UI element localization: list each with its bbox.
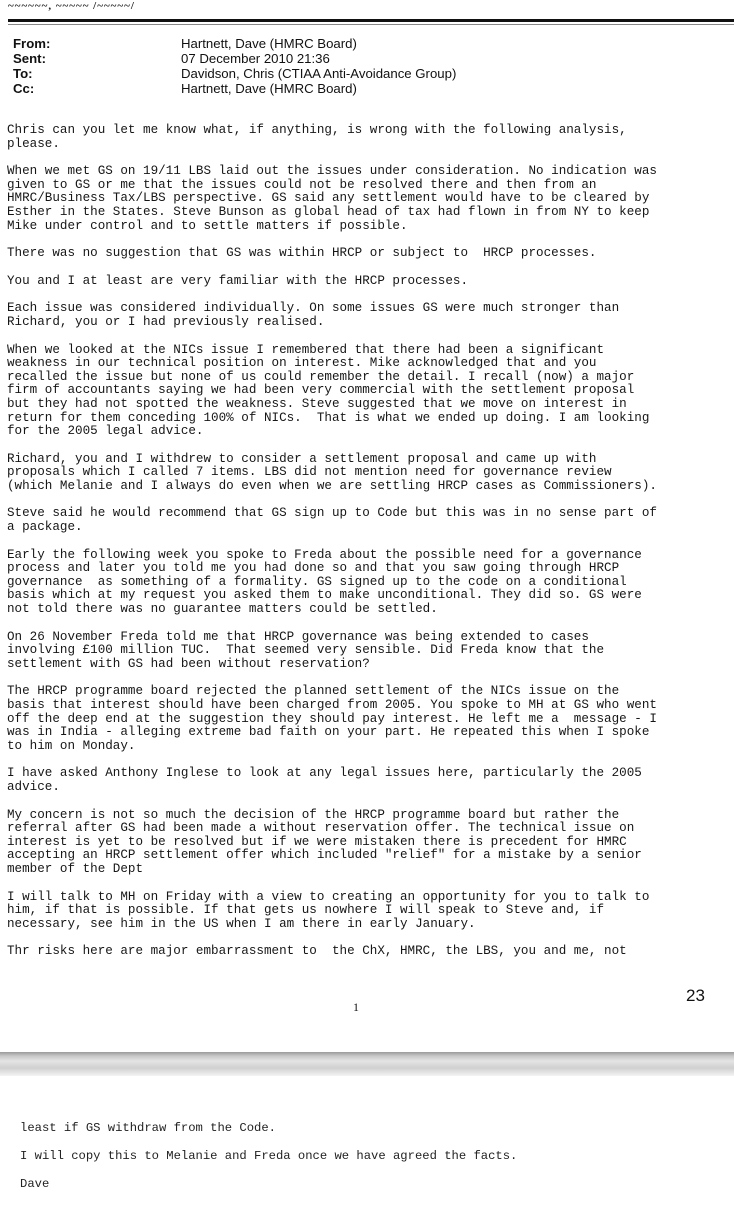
page-number: 23	[686, 986, 705, 1005]
paragraph: Early the following week you spoke to Freda about the possible need for a governance process and later you told me you had done so and that you saw going through HRCP governance as something of a formality. GS signed up to the code on a conditional basis which at my request you asked them to make unconditional. They did so. GS were not told there was no guarantee matters could be settled.	[7, 547, 642, 617]
email-body-continued	[20, 1121, 720, 1205]
paragraph: least if GS withdraw from the Code.	[20, 1121, 276, 1135]
paragraph: Chris can you let me know what, if anything, is wrong with the following analysis, please.	[7, 123, 627, 151]
paragraph: When we looked at the NICs issue I remembered that there had been a significant weakness in our technical position on interest. Mike acknowledged that and you recalled the issue but none of us could remember the detail. I recall (now) a major firm of accountants saying we had been very commercial with the settlement proposal but they had not spotted the weakness. Steve suggested that we move on interest in return for them conceding 100% of NICs. That is what we ended up doing. I am looking for the 2005 legal advice.	[7, 342, 650, 439]
email-body	[7, 124, 717, 973]
paragraph: When we met GS on 19/11 LBS laid out the issues under consideration. No indication was given to GS or me that the issues could not be resolved there and then from an HMRC/Business Tax/LBS perspective. GS said any settlement would have to be cleared by Esther in the States. Steve Bunson as global head of tax had flown in from NY to keep Mike under control and to settle matters if possible.	[7, 164, 657, 233]
paragraph: My concern is not so much the decision of the HRCP programme board but rather the referral after GS had been made a without reservation offer. The technical issue on interest is yet to be resolved but if we were mistaken there is precedent for HMRC accepting an HRCP settlement offer which included "relief" for a mistake by a senior member of the Dept	[7, 807, 642, 876]
paragraph: Thr risks here are major embarrassment to the ChX, HMRC, the LBS, you and me, not	[7, 944, 627, 959]
cc-value: Hartnett, Dave (HMRC Board)	[181, 81, 357, 96]
paragraph: On 26 November Freda told me that HRCP governance was being extended to cases involving £100 million TUC. That seemed very sensible. Did Freda know that the settlement with GS had been without reservation?	[7, 629, 605, 671]
footer-number: 1	[353, 1000, 359, 1014]
paragraph: I will copy this to Melanie and Freda once we have agreed the facts.	[20, 1149, 518, 1163]
page-break	[0, 1052, 734, 1076]
cropped-header-text: ~~~~~~, ~~~~~ /~~~~~/	[8, 0, 135, 12]
sent-row	[13, 51, 713, 66]
header-rule	[8, 19, 734, 22]
paragraph: Each issue was considered individually. On some issues GS were much stronger than Richard, you or I had previously realised.	[7, 301, 620, 329]
from-label: From:	[13, 36, 51, 51]
paragraph: I have asked Anthony Inglese to look at any legal issues here, particularly the 2005 advice.	[7, 766, 642, 794]
cc-label: Cc:	[13, 81, 35, 96]
paragraph: There was no suggestion that GS was within HRCP or subject to HRCP processes.	[7, 246, 597, 261]
email-header	[13, 36, 713, 96]
from-value: Hartnett, Dave (HMRC Board)	[181, 36, 357, 51]
sent-label: Sent:	[13, 51, 46, 66]
paragraph: The HRCP programme board rejected the planned settlement of the NICs issue on the basis that interest should have been charged from 2005. You spoke to MH at GS who went off the deep end at the suggestion they should pay interest. He left me a message - I was in India - alleging extreme bad faith on your part. He repeated this when I spoke to him on Monday.	[7, 684, 657, 753]
to-value: Davidson, Chris (CTIAA Anti-Avoidance Group)	[181, 66, 457, 81]
from-row	[13, 36, 713, 51]
paragraph: Richard, you and I withdrew to consider a settlement proposal and came up with proposals which I called 7 items. LBS did not mention need for governance review (which Melanie and I always do even when we are settling HRCP cases as Commissioners).	[7, 451, 657, 493]
paragraph: I will talk to MH on Friday with a view to creating an opportunity for you to talk to him, if that is possible. If that gets us nowhere I will speak to Steve and, if necessary, see him in the US when I am there in early January.	[7, 889, 650, 931]
signature: Dave	[20, 1177, 50, 1191]
paragraph: You and I at least are very familiar with the HRCP processes.	[7, 273, 469, 288]
sent-value: 07 December 2010 21:36	[181, 51, 330, 66]
paragraph: Steve said he would recommend that GS sign up to Code but this was in no sense part of a package.	[7, 506, 657, 535]
header-rule-thin	[8, 24, 734, 25]
cc-row	[13, 81, 713, 96]
page-two	[0, 1076, 734, 1214]
to-label: To:	[13, 66, 33, 81]
to-row	[13, 66, 713, 81]
